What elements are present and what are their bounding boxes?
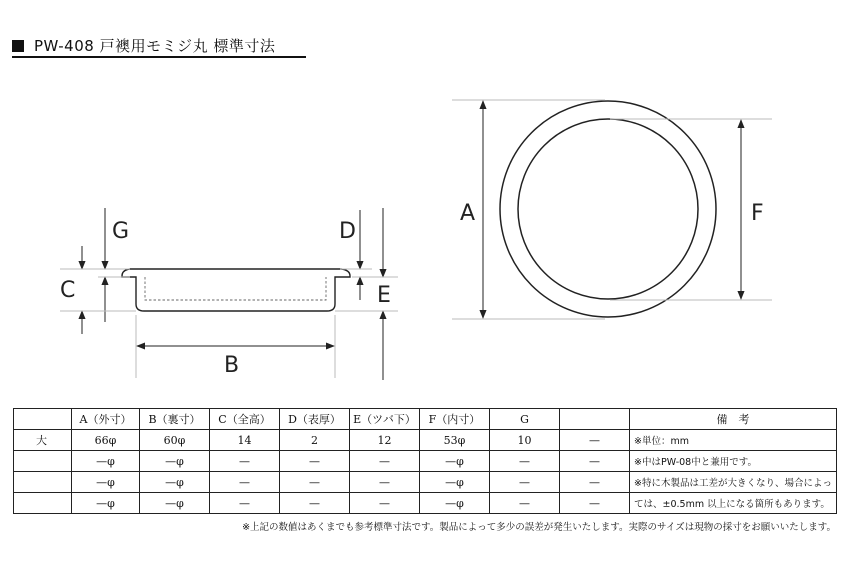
- table-cell: 10: [490, 430, 560, 451]
- table-cell: —φ: [140, 451, 210, 472]
- header-cell: B（裏寸）: [140, 409, 210, 430]
- label-a: A: [460, 201, 476, 226]
- table-row: [14, 430, 837, 451]
- label-b: B: [224, 353, 240, 378]
- label-d: D: [339, 219, 356, 244]
- label-f: F: [751, 201, 764, 226]
- table-row: [14, 493, 837, 514]
- table-cell: 12: [350, 430, 420, 451]
- table-row: [14, 451, 837, 472]
- table-cell: 14: [210, 430, 280, 451]
- label-e: E: [377, 283, 391, 308]
- table-cell: —: [210, 493, 280, 514]
- table-cell: 2: [280, 430, 350, 451]
- table-cell: —: [560, 472, 630, 493]
- table-cell: —φ: [72, 493, 140, 514]
- note-cell: ※特に木製品は工差が大きくなり、場合によっ: [630, 472, 837, 493]
- header-cell: [560, 409, 630, 430]
- side-profile: [122, 269, 350, 311]
- table-cell: —φ: [420, 451, 490, 472]
- header-cell: D（表厚）: [280, 409, 350, 430]
- table-cell: 60φ: [140, 430, 210, 451]
- table-cell: —: [350, 451, 420, 472]
- title-text: PW-408 戸襖用モミジ丸 標準寸法: [34, 37, 276, 55]
- table-cell: —: [350, 472, 420, 493]
- table-cell: —φ: [72, 472, 140, 493]
- dimension-f: [610, 119, 772, 300]
- note-cell: ※単位：mm: [630, 430, 837, 451]
- table-cell: —: [560, 493, 630, 514]
- table-cell: —: [210, 472, 280, 493]
- table-cell: 大: [14, 430, 72, 451]
- table-cell: —: [280, 493, 350, 514]
- header-cell: C（全高）: [210, 409, 280, 430]
- header-cell: [14, 409, 72, 430]
- table-cell: —φ: [140, 493, 210, 514]
- table-cell: —φ: [72, 451, 140, 472]
- table-cell: —: [210, 451, 280, 472]
- table-cell: —: [490, 493, 560, 514]
- table-cell: —φ: [420, 493, 490, 514]
- table-cell: —: [560, 430, 630, 451]
- table-cell: 66φ: [72, 430, 140, 451]
- table-cell: —: [280, 472, 350, 493]
- table-cell: —: [490, 472, 560, 493]
- table-cell: [14, 472, 72, 493]
- top-view: [500, 101, 716, 317]
- table-cell: —: [560, 451, 630, 472]
- table-header-row: [14, 409, 837, 430]
- table-cell: [14, 493, 72, 514]
- note-cell: ては、±0.5mm 以上になる箇所もあります。: [630, 493, 837, 514]
- header-cell: E（ツバ下）: [350, 409, 420, 430]
- table-cell: —φ: [420, 472, 490, 493]
- table-cell: [14, 451, 72, 472]
- table-cell: —: [350, 493, 420, 514]
- note-cell: ※中はPW-08中と兼用です。: [630, 451, 837, 472]
- table-cell: —φ: [140, 472, 210, 493]
- table-cell: —: [280, 451, 350, 472]
- header-cell: A（外寸）: [72, 409, 140, 430]
- table-cell: 53φ: [420, 430, 490, 451]
- header-cell: 備 考: [630, 409, 837, 430]
- header-cell: F（内寸）: [420, 409, 490, 430]
- label-c: C: [60, 278, 76, 303]
- table-row: [14, 472, 837, 493]
- header-cell: G: [490, 409, 560, 430]
- table-cell: —: [490, 451, 560, 472]
- footnote: ※上記の数値はあくまでも参考標準寸法です。製品によって多少の誤差が発生いたします。実際のサイズは現物の採寸をお願いいたします。: [242, 522, 836, 533]
- label-g: G: [112, 219, 130, 244]
- spec-table: [13, 408, 837, 514]
